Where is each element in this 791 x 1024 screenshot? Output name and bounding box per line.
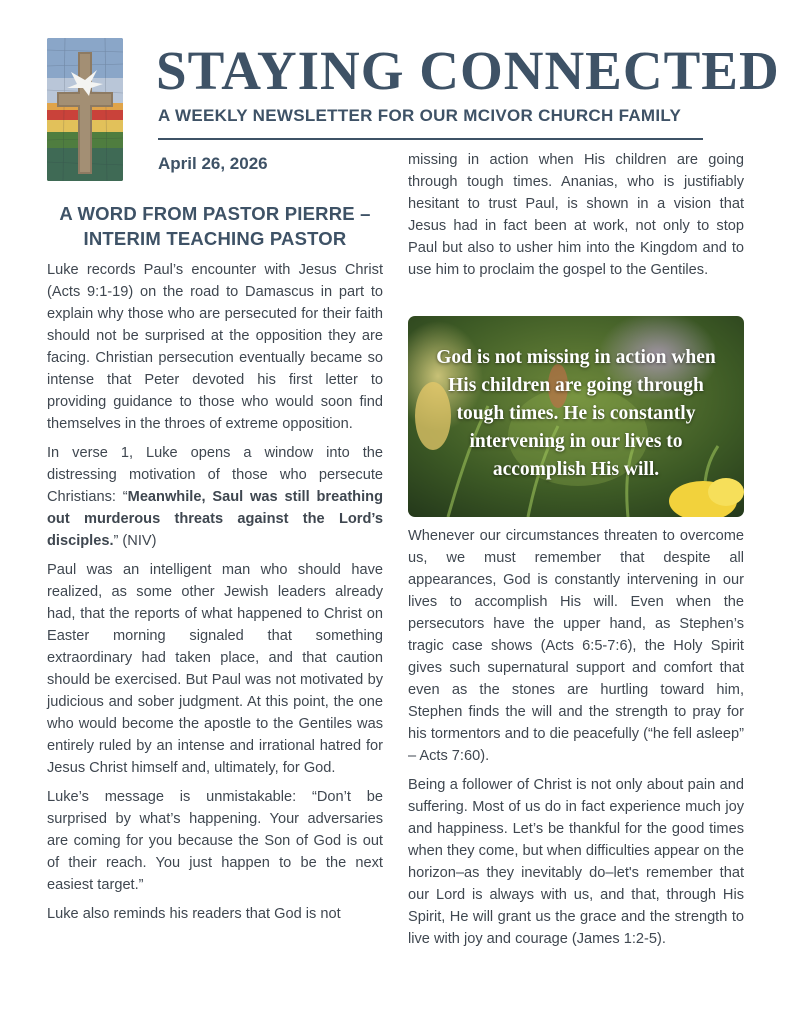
paragraph: missing in action when His children are going through tough times. Ananias, who is justifiably hesitant to trust Paul, is shown in a vision that Jesus had in fact been at work, not only to stop Paul but also to usher him into the Kingdom and to use him to proclaim the gospel to the Gentiles. [408,152,744,278]
paragraph [47,442,383,552]
newsletter-title: STAYING CONNECTED [156,40,780,101]
paragraph-text: ” (NIV) [113,533,157,549]
left-column [47,259,383,932]
pull-quote: God is not missing in action when His children are going through tough times. He is constantly intervening in our lives to accomplish His will. [436,347,716,480]
article-heading: A WORD FROM PASTOR PIERRE – INTERIM TEACHING PASTOR [59,203,371,249]
paragraph: Luke’s message is unmistakable: “Don’t be surprised by what’s happening. Your adversaries are coming for you because the Son of God is out of their reach. You just happen to be the next easiest target.” [47,789,383,893]
newsletter-subtitle: A WEEKLY NEWSLETTER FOR OUR MCIVOR CHURCH FAMILY [158,106,682,125]
right-column-top [408,149,744,288]
scripture-quote: Meanwhile, Saul was still breathing out murderous threats against the Lord’s disciples. [47,489,383,549]
paragraph: Being a follower of Christ is not only about pain and suffering. Most of us do in fact experience much joy and happiness. Let’s be thankful for the good times when they come, but when difficulties appear on the horizon–as they inevitably do–let's remember that our Lord is always with us, and that, through His Spirit, He will grant us the grace and the strength to live with joy and courage (James 1:2-5). [408,777,744,947]
stained-glass-cross-dove-icon [47,38,123,181]
header-divider [158,138,703,140]
right-column-bottom [408,525,744,957]
paragraph-text: In verse 1, Luke opens a window into the distressing motivation of those who persecute Christians: “ [47,445,383,505]
issue-date: April 26, 2026 [158,154,268,173]
paragraph: Luke records Paul’s encounter with Jesus Christ (Acts 9:1-19) on the road to Damascus in part to explain why those who are persecuted for their faith should not be surprised at the opposition they are facing. Christian persecution eventually became so intense that Peter devoted his first letter to providing guidance to those who would soon find themselves in the throes of extreme opposition. [47,262,383,432]
quote-image [408,316,744,517]
paragraph: Luke also reminds his readers that God is not [47,906,341,922]
paragraph: Whenever our circumstances threaten to overcome us, we must remember that despite all appearances, God is constantly intervening in our lives to accomplish His will. Even when the persecutors have the upper hand, as Stephen’s tragic case shows (Acts 6:5-7:6), the Holy Spirit gives such supernatural support and comfort that even as the stones are hurtling toward him, Stephen finds the will and the strength to pray for his tormentors and to die peacefully (“he fell asleep” – Acts 7:60). [408,528,744,764]
paragraph: Paul was an intelligent man who should have realized, as some other Jewish leaders already had, that the reports of what happened to Christ on Easter morning signaled that something extraordinary had taken place, and that caution should be exercised. But Paul was not motivated by judicious and sober judgment. At this point, the one who would become the apostle to the Gentiles was entirely ruled by an intense and irrational hatred for Jesus Christ himself and, ultimately, for God. [47,562,383,776]
